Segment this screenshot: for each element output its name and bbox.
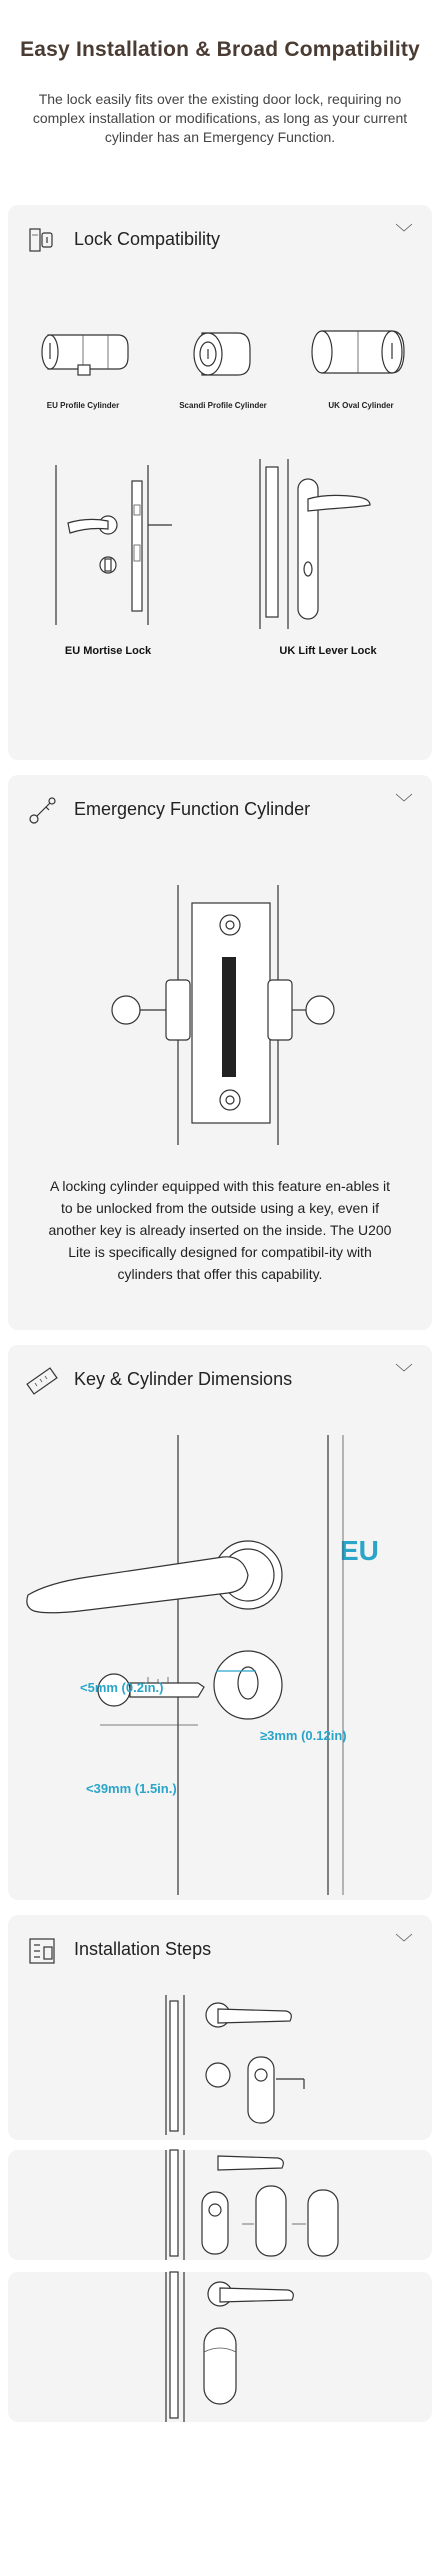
- install-step-3-card: [8, 2272, 432, 2422]
- region-label: EU: [340, 1535, 379, 1566]
- emergency-cylinder-icon: [26, 795, 58, 827]
- lock-compat-card: [8, 205, 432, 760]
- dimensions-card: [8, 1345, 432, 1900]
- dimensions-header[interactable]: [8, 1345, 432, 1407]
- page-subtitle: The lock easily fits over the existing door lock, requiring no complex installation or modifications, as long as your current cylinder has an Emergency Function.: [32, 91, 408, 145]
- lock-compat-icon: [26, 225, 58, 257]
- chevron-down-icon[interactable]: [394, 1931, 414, 1945]
- chevron-down-icon[interactable]: [394, 791, 414, 805]
- chevron-down-icon[interactable]: [394, 1361, 414, 1375]
- install-step-2-card: [8, 2150, 432, 2260]
- cylinder-label-scandi: Scandi Profile Cylinder: [179, 401, 267, 410]
- install-title: Installation Steps: [74, 1939, 212, 1959]
- install-step-1-drawing: [158, 1995, 328, 2135]
- dimensions-title: Key & Cylinder Dimensions: [74, 1369, 293, 1389]
- dimensions-drawing: [8, 1425, 432, 1895]
- eu-mortise-lock-drawing: [48, 465, 178, 625]
- eu-profile-cylinder-drawing: [38, 325, 138, 381]
- scandi-profile-cylinder-drawing: [188, 321, 258, 385]
- cylinder-label-eu: EU Profile Cylinder: [46, 401, 120, 410]
- lock-label-eu-mortise: EU Mortise Lock: [64, 645, 152, 657]
- lock-compat-title: Lock Compatibility: [74, 229, 221, 249]
- emergency-description: A locking cylinder equipped with this feature en-ables it to be unlocked from the outside using a key, even if another key is already inserted on the inside. The U200 Lite is specifically designed for compatibil-ity with cylinders that offer this capability.: [48, 1178, 392, 1282]
- install-steps-icon: [26, 1935, 58, 1967]
- chevron-down-icon[interactable]: [394, 221, 414, 235]
- emergency-title: Emergency Function Cylinder: [74, 799, 311, 819]
- emergency-card: [8, 775, 432, 1330]
- length-measure: <39mm (1.5in.): [86, 1781, 177, 1796]
- lock-label-uk-lift-lever: UK Lift Lever Lock: [279, 645, 377, 657]
- ruler-icon: [26, 1365, 58, 1397]
- emergency-cylinder-drawing: [108, 885, 338, 1145]
- cylinder-gap-measure: ≥3mm (0.12in): [260, 1728, 347, 1743]
- install-card: [8, 1915, 432, 2140]
- lock-compat-header[interactable]: [8, 205, 432, 267]
- emergency-header[interactable]: [8, 775, 432, 837]
- page-title: Easy Installation & Broad Compatibility: [20, 38, 420, 61]
- key-gap-measure: <5mm (0.2in.): [80, 1680, 164, 1695]
- install-step-3-drawing: [158, 2272, 328, 2422]
- cylinder-label-uk: UK Oval Cylinder: [328, 401, 394, 410]
- uk-lift-lever-lock-drawing: [248, 459, 388, 629]
- install-step-2-drawing: [158, 2150, 398, 2260]
- uk-oval-cylinder-drawing: [308, 323, 408, 383]
- page-header: [0, 0, 440, 200]
- install-header[interactable]: [8, 1915, 432, 1977]
